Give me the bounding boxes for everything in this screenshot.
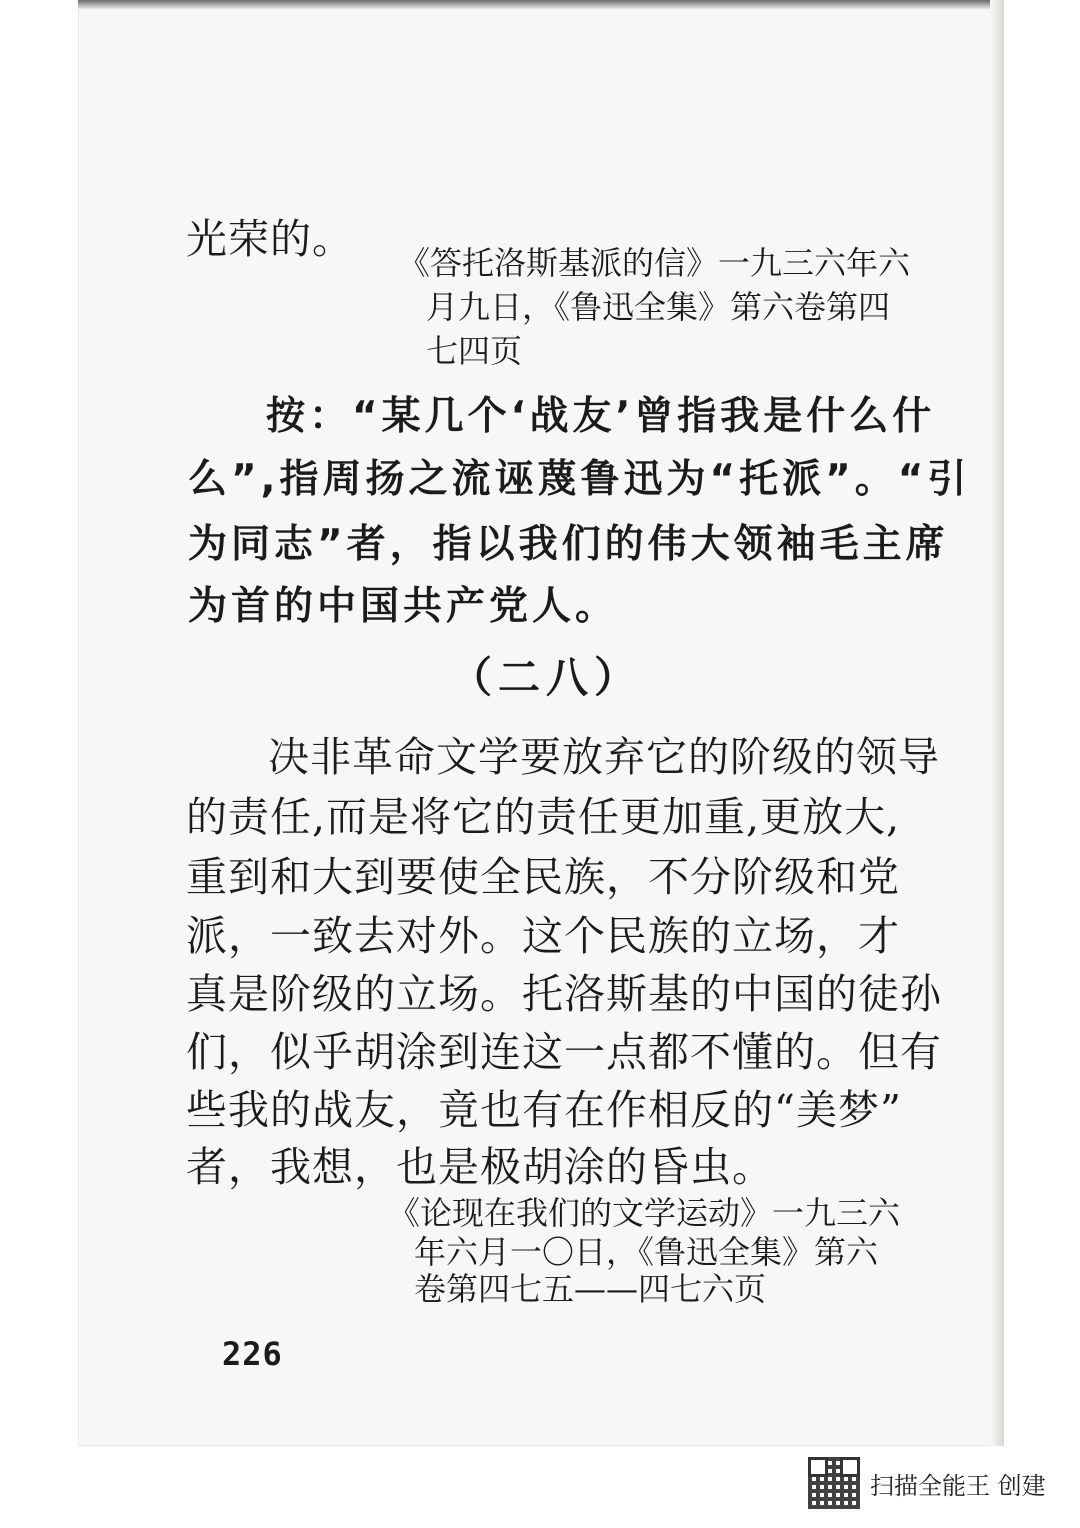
paragraph-line-7: 些我的战友，竟也有在作相反的“美梦”	[186, 1086, 902, 1134]
citation-2-line-1: 《论现在我们的文学运动》一九三六	[388, 1194, 901, 1232]
note-line-3: 为同志”者，指以我们的伟大领袖毛主席	[188, 522, 949, 567]
citation-1-line-1: 《答托洛斯基派的信》一九三六年六	[398, 244, 911, 282]
note-line-4: 为首的中国共产党人。	[188, 584, 619, 629]
paragraph-line-3: 重到和大到要使全民族，不分阶级和党	[186, 853, 900, 901]
qr-code-icon	[808, 1457, 860, 1509]
page-number: 226	[222, 1335, 283, 1373]
citation-1-line-2: 月九日，《鲁迅全集》第六卷第四	[426, 288, 891, 326]
page-top-shadow	[78, 0, 1003, 10]
paragraph-line-1: 决非革命文学要放弃它的阶级的领导	[268, 733, 940, 781]
citation-1-line-3: 七四页	[426, 332, 523, 370]
scanner-watermark	[808, 1457, 1046, 1509]
continuation-text: 光荣的。	[186, 215, 354, 263]
citation-2-line-2: 年六月一〇日，《鲁迅全集》第六	[414, 1233, 879, 1271]
page-edge-shadow	[990, 0, 1004, 1446]
note-line-2: 么”,指周扬之流诬蔑鲁迅为“托派”。“引	[188, 457, 971, 502]
paragraph-line-4: 派，一致去对外。这个民族的立场，才	[186, 912, 900, 960]
paragraph-line-5: 真是阶级的立场。托洛斯基的中国的徒孙	[186, 970, 942, 1018]
citation-2-line-3: 卷第四七五——四七六页	[414, 1270, 767, 1308]
watermark-text: 扫描全能王 创建	[870, 1471, 1046, 1500]
paragraph-line-6: 们，似乎胡涂到连这一点都不懂的。但有	[186, 1028, 942, 1076]
paragraph-line-2: 的责任,而是将它的责任更加重,更放大,	[186, 793, 901, 841]
paragraph-line-8: 者，我想，也是极胡涂的昏虫。	[186, 1143, 774, 1191]
note-line-1: 按：“某几个‘战友’曾指我是什么什	[266, 394, 936, 439]
section-heading: （二八）	[450, 653, 643, 702]
